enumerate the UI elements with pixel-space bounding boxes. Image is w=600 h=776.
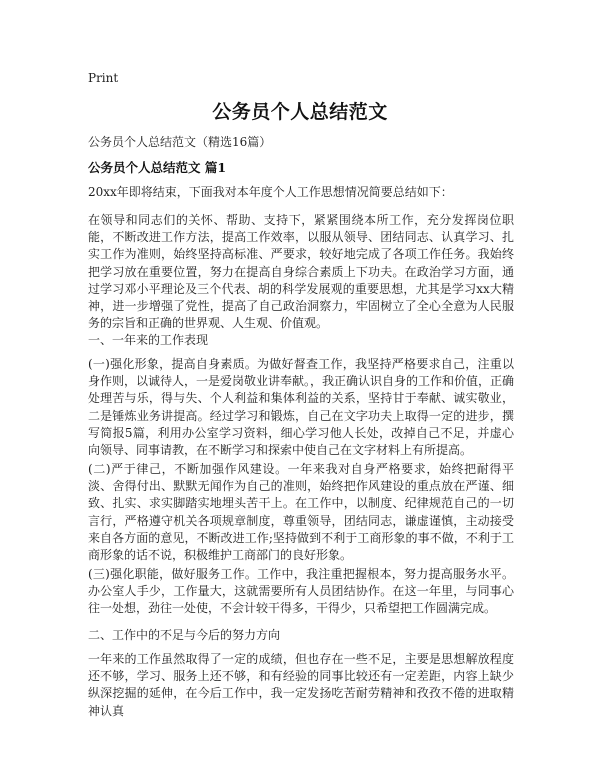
body-paragraph-2: (一)强化形象，提高自身素质。为做好督查工作，我坚持严格要求自己，注重以身作则，以诚待人，一是爱岗敬业讲奉献。，我正确认识自身的工作和价值，正确处理苦与乐，得与失、个人利益和集体利益的关系，坚持甘于奉献、诚实敬业，二是锤炼业务讲提高。经过学习和锻炼，自己在文字功夫上取得一定的进步，撰写简报5篇，利用办公室学习资料，细心学习他人长处，改掉自己不足，并虚心向领导、同事请教，在不断学习和探索中使自己在文字材料上有所提高。 xyxy=(88,357,515,458)
subheading-shortcomings: 二、工作中的不足与今后的努力方向 xyxy=(88,628,281,642)
document-title: 公务员个人总结范文 xyxy=(212,101,388,123)
body-paragraph-5: 一年来的工作虽然取得了一定的成绩，但也存在一些不足，主要是思想解放程度还不够，学习、服务上还不够，和有经验的同事比较还有一定差距，内容上缺少纵深挖掘的延伸，在今后工作中，我一定发扬吃苦耐劳精神和孜孜不倦的进取精神认真 xyxy=(88,652,514,718)
intro-paragraph: 20xx年即将结束，下面我对本年度个人工作思想情况简要总结如下： xyxy=(88,185,453,199)
document-subtitle: 公务员个人总结范文（精选16篇） xyxy=(88,135,272,149)
section-heading: 公务员个人总结范文 篇1 xyxy=(88,160,227,175)
body-paragraph-1: 在领导和同志们的关怀、帮助、支持下，紧紧围绕本所工作，充分发挥岗位职能，不断改进工作方法，提高工作效率，以服从领导、团结同志、认真学习、扎实工作为准则，始终坚持高标准、严要求，较好地完成了各项工作任务。我始终把学习放在重要位置，努力在提高自身综合素质上下功夫。在政治学习方面，通过学习邓小平理论及三个代表、胡的科学发展观的重要思想，尤其是学习xx大精神，进一步增强了党性，提高了自己政治洞察力，牢固树立了全心全意为人民服务的宗旨和正确的世界观、人生观、价值观。 xyxy=(88,213,514,331)
body-paragraph-4: (三)强化职能，做好服务工作。工作中，我注重把握根本，努力提高服务水平。办公室人手少，工作量大，这就需要所有人员团结协作。在这一年里，与同事心往一处想，劲往一处使，不会计较干得多，干得少，只希望把工作圆满完成。 xyxy=(88,567,514,616)
body-paragraph-3: (二)严于律己，不断加强作风建设。一年来我对自身严格要求，始终把耐得平淡、舍得付出、默默无闻作为自己的准则，始终把作风建设的重点放在严谨、细致、扎实、求实脚踏实地埋头苦干上。在工作中，以制度、纪律规范自己的一切言行，严格遵守机关各项规章制度，尊重领导，团结同志，谦虚谨慎，主动接受来自各方面的意见，不断改进工作;坚持做到不利于工商形象的事不做，不利于工商形象的话不说，积极维护工商部门的良好形象。 xyxy=(88,462,514,563)
print-link[interactable]: Print xyxy=(88,71,119,85)
subheading-work-performance: 一、一年来的工作表现 xyxy=(88,333,209,347)
